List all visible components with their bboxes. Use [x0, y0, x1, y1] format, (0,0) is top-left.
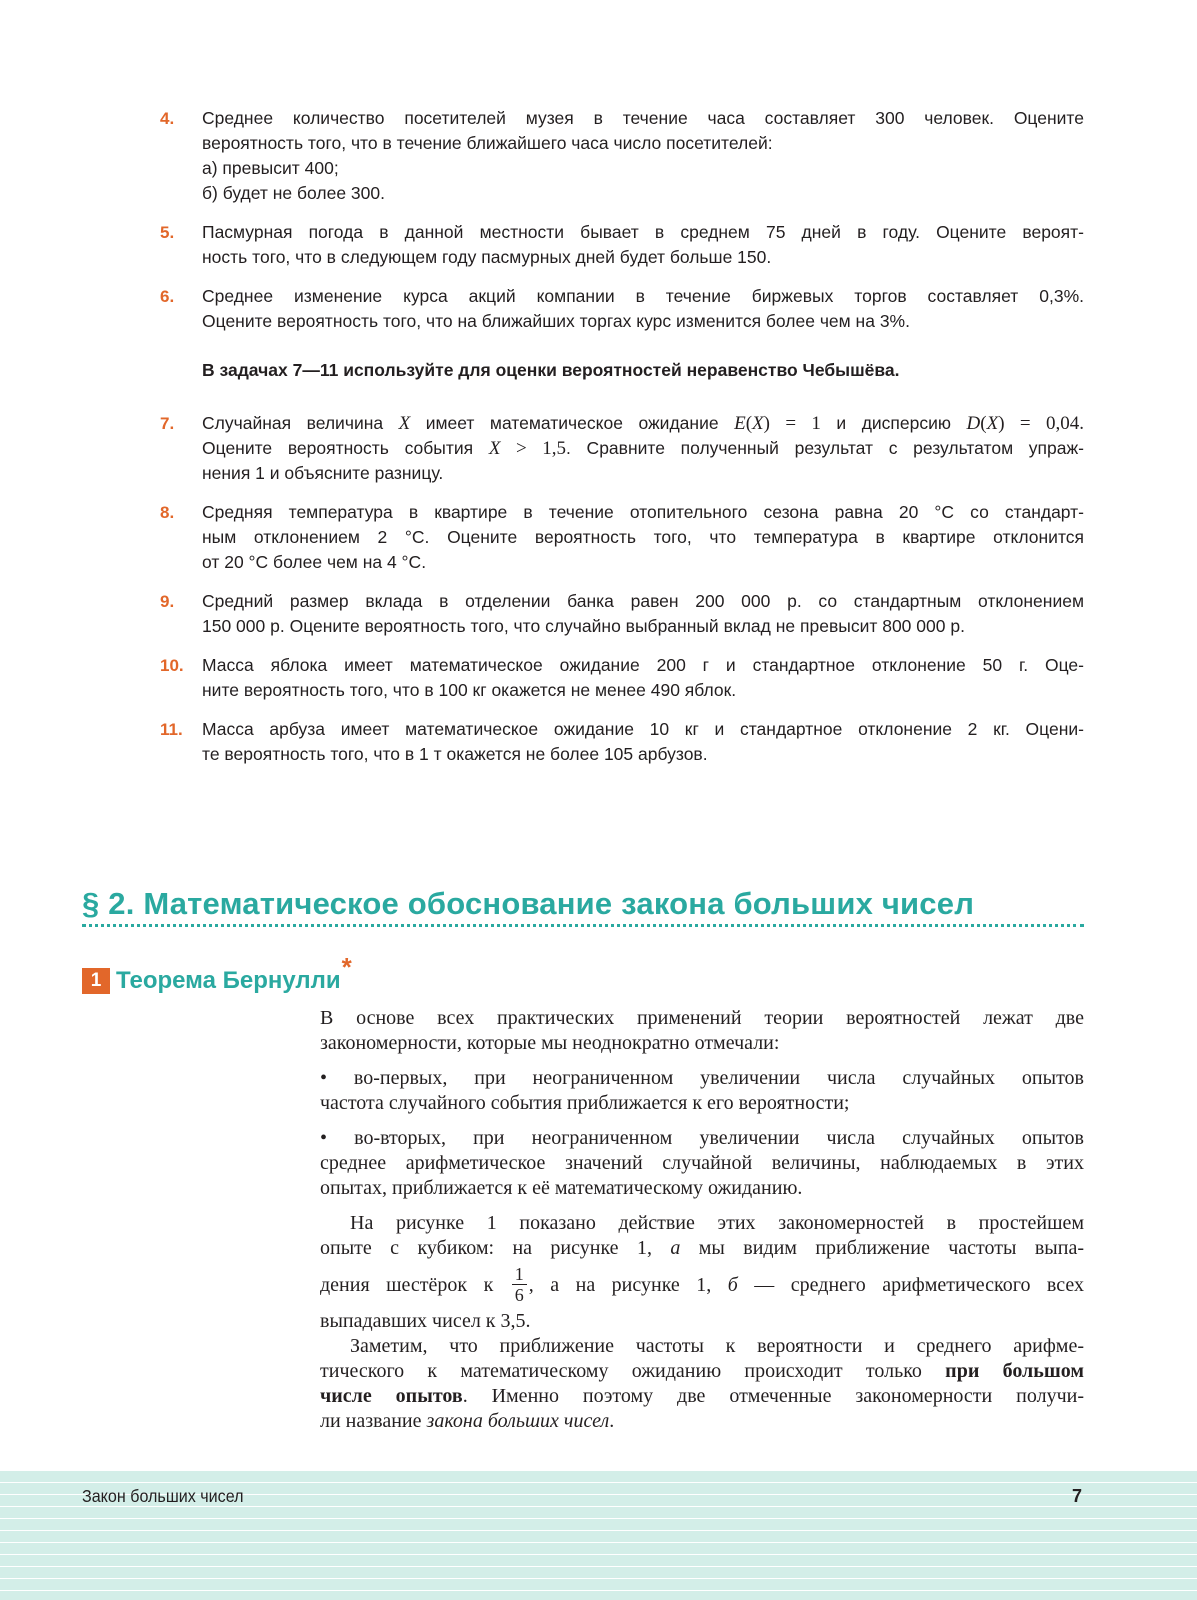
- problem-text-line: Оцените вероятность того, что на ближайших торгах курс изменится более чем на 3%.: [202, 311, 910, 331]
- problem-text-line: Масса яблока имеет математическое ожидание 200 г и стандартное отклонение 50 г. Оце-: [202, 655, 1084, 675]
- problem-text-line: Средний размер вклада в отделении банка равен 200 000 р. со стандартным отклонением: [202, 591, 1084, 611]
- text-run: Оцените вероятность события: [202, 438, 489, 458]
- problem-7: [0, 411, 1197, 486]
- bullet-item-line: • во-первых, при неограниченном увеличении числа случайных опытов: [320, 1067, 1084, 1089]
- body-line: [320, 1261, 1084, 1309]
- bullet-item-line: • во-вторых, при неограниченном увеличении числа случайных опытов: [320, 1127, 1084, 1149]
- subsection-number-badge: 1: [82, 968, 110, 994]
- problem-text-line: Пасмурная погода в данной местности бывает в среднем 75 дней в году. Оцените вероят-: [202, 222, 1084, 242]
- body-line: выпадавших чисел к 3,5.: [320, 1310, 531, 1332]
- text-run: мы видим приближение частоты выпа-: [680, 1237, 1084, 1259]
- asterisk-icon: *: [341, 952, 352, 982]
- problem-text-line: от 20 °С более чем на 4 °С.: [202, 552, 427, 572]
- problem-text-line: Средняя температура в квартире в течение отопительного сезона равна 20 °С со стандарт-: [202, 502, 1084, 522]
- math-paren: (: [980, 413, 987, 434]
- problems-list: [0, 106, 1197, 781]
- problem-text-line: нения 1 и объясните разницу.: [202, 463, 444, 483]
- subsection-heading: [82, 952, 352, 996]
- problem-6: [0, 284, 1197, 334]
- text-run: Случайная величина: [202, 413, 399, 433]
- problem-number: 9.: [160, 592, 175, 611]
- math-expr: > 1,5: [500, 438, 567, 459]
- page-number: 7: [1072, 1486, 1083, 1506]
- math-paren: (: [745, 413, 753, 434]
- problem-text-line: 150 000 р. Оцените вероятность того, что случайно выбранный вклад не превысит 800 000 р.: [202, 616, 965, 636]
- text-run: тического к математическому ожиданию происходит только: [320, 1360, 946, 1382]
- text-run: ли название: [320, 1410, 427, 1432]
- body-text: [320, 1006, 1084, 1434]
- problem-number: 10.: [160, 656, 184, 675]
- body-line: Заметим, что приближение частоты к вероятности и среднего арифме-: [350, 1335, 1084, 1357]
- problem-number: 7.: [160, 414, 175, 433]
- problem-number: 4.: [160, 109, 175, 128]
- problem-number: 8.: [160, 503, 175, 522]
- body-line: закономерности, которые мы неоднократно отмечали:: [320, 1032, 780, 1054]
- problem-text-line: б) будет не более 300.: [202, 183, 385, 203]
- problem-text-line: ным отклонением 2 °С. Оцените вероятность того, что температура в квартире отклонится: [202, 527, 1084, 547]
- problem-text-line: вероятность того, что в течение ближайшего часа число посетителей:: [202, 133, 773, 153]
- problem-number: 5.: [160, 223, 175, 242]
- problem-9: [0, 589, 1197, 639]
- body-line: На рисунке 1 показано действие этих закономерностей в простейшем: [350, 1212, 1084, 1234]
- math-expr: ) = 1: [763, 413, 821, 434]
- figure-ref-b: б: [727, 1274, 738, 1296]
- problem-text-line: ность того, что в следующем году пасмурных дней будет больше 150.: [202, 247, 772, 267]
- text-run: опыте с кубиком: на рисунке 1,: [320, 1237, 671, 1259]
- math-var-x: X: [488, 438, 501, 459]
- math-var-x: X: [752, 413, 764, 434]
- problem-11: [0, 717, 1197, 767]
- body-line: [320, 1384, 1084, 1409]
- problem-number: 6.: [160, 287, 175, 306]
- body-line: [320, 1409, 1084, 1434]
- fraction-denominator: 6: [514, 1284, 524, 1305]
- text-run: дения шестёрок к: [320, 1274, 510, 1296]
- section-title: § 2. Математическое обоснование закона больших чисел: [82, 886, 975, 921]
- body-line: [320, 1236, 1084, 1261]
- bullet-item-line: опытах, приближается к её математическому ожиданию.: [320, 1177, 803, 1199]
- emphasis-italic: закона больших чисел: [426, 1410, 610, 1432]
- bullet-item-line: частота случайного события приближается к его вероятности;: [320, 1092, 850, 1114]
- problem-text-line: те вероятность того, что в 1 т окажется не более 105 арбузов.: [202, 744, 708, 764]
- text-run: . Именно поэтому две отмеченные закономерности получи-: [462, 1385, 1084, 1407]
- problem-text-line: ните вероятность того, что в 100 кг окажется не менее 490 яблок.: [202, 680, 737, 700]
- problem-10: [0, 653, 1197, 703]
- text-run: имеет математическое ожидание: [410, 413, 735, 433]
- math-var-d: D: [966, 413, 981, 434]
- text-run: .: [609, 1410, 615, 1432]
- math-expr: ) = 0,04.: [998, 413, 1085, 434]
- body-line: [320, 1359, 1084, 1384]
- subsection-title: Теорема Бернулли: [116, 967, 341, 994]
- problem-text-line: Масса арбуза имеет математическое ожидание 10 кг и стандартное отклонение 2 кг. Оцени-: [202, 719, 1084, 739]
- text-run: . Сравните полученный результат с результатом упраж-: [566, 438, 1085, 458]
- problem-text-line: а) превысит 400;: [202, 158, 339, 178]
- footer-title: Закон больших чисел: [82, 1486, 244, 1506]
- fraction-one-sixth: [512, 1264, 527, 1305]
- emphasis-bold: числе опытов: [320, 1385, 463, 1407]
- problem-text-line: [202, 436, 1084, 461]
- bullet-item-line: среднее арифметическое значений случайной величины, наблюдаемых в этих: [320, 1152, 1084, 1174]
- instruction: В задачах 7—11 используйте для оценки вероятностей неравенство Чебышёва.: [202, 360, 900, 380]
- section-divider: [82, 924, 1084, 927]
- fraction-numerator: 1: [512, 1264, 527, 1285]
- problem-4: [0, 106, 1197, 206]
- problem-5: [0, 220, 1197, 270]
- figure-ref-a: а: [670, 1237, 681, 1259]
- page-footer: [0, 1471, 1197, 1600]
- problem-number: 11.: [160, 720, 183, 739]
- problem-text-line: [202, 411, 1084, 436]
- text-run: , а на рисунке 1,: [528, 1274, 728, 1296]
- text-run: — среднего арифметического всех: [737, 1274, 1084, 1296]
- problem-text-line: Среднее количество посетителей музея в течение часа составляет 300 человек. Оцените: [202, 108, 1084, 128]
- emphasis-bold: при большом: [945, 1360, 1084, 1382]
- math-var-e: E: [734, 413, 746, 434]
- problem-text-line: Среднее изменение курса акций компании в течение биржевых торгов составляет 0,3%.: [202, 286, 1084, 306]
- math-var-x: X: [398, 413, 411, 434]
- text-run: и дисперсию: [820, 413, 967, 433]
- problem-8: [0, 500, 1197, 575]
- math-var-x: X: [986, 413, 999, 434]
- body-line: В основе всех практических применений теории вероятностей лежат две: [320, 1007, 1084, 1029]
